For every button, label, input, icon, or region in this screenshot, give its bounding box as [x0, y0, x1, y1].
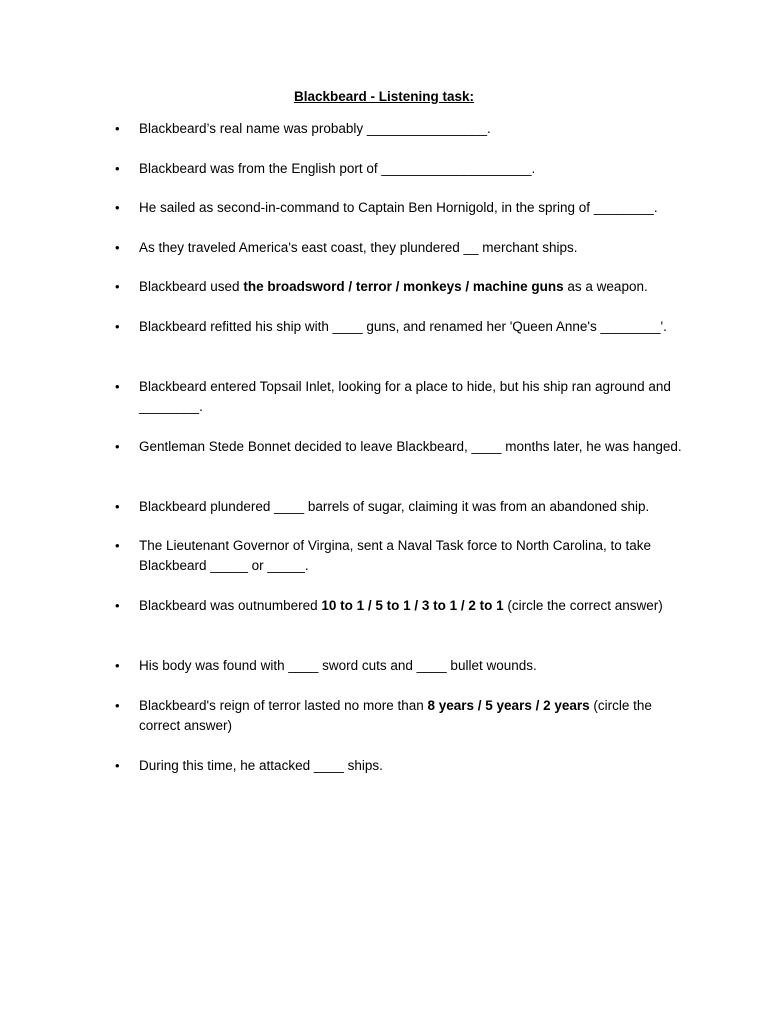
list-item: [115, 277, 684, 297]
bullet-icon: •: [115, 121, 120, 136]
item-text: The Lieutenant Governor of Virgina, sent a Naval Task force to North Carolina, to take Blackbeard _____ or _____.: [139, 538, 652, 573]
list-item: [115, 238, 684, 258]
list-item: [115, 159, 684, 179]
item-text: Blackbeard refitted his ship with ____ guns, and renamed her 'Queen Anne's ________'.: [139, 319, 667, 334]
list-item: [115, 437, 684, 457]
item-text: Blackbeard used: [139, 279, 244, 294]
list-item: [115, 497, 684, 517]
item-text: During this time, he attacked ____ ships.: [139, 758, 383, 773]
bullet-icon: •: [115, 240, 120, 255]
bullet-icon: •: [115, 279, 120, 294]
item-text: His body was found with ____ sword cuts and ____ bullet wounds.: [139, 658, 537, 673]
page-title: Blackbeard - Listening task:: [293, 89, 475, 104]
answer-options: the broadsword / terror / monkeys / machine guns: [243, 279, 564, 294]
item-text: (circle the correct answer): [503, 598, 663, 613]
item-text: Blackbeard entered Topsail Inlet, looking for a place to hide, but his ship ran aground and ________.: [139, 379, 671, 414]
bullet-icon: •: [115, 319, 120, 334]
list-item: [115, 756, 684, 776]
bullet-icon: •: [115, 379, 120, 394]
item-text: As they traveled America's east coast, they plundered __ merchant ships.: [139, 240, 578, 255]
bullet-icon: •: [115, 658, 120, 673]
bullet-icon: •: [115, 161, 120, 176]
bullet-icon: •: [115, 598, 120, 613]
item-text: Gentleman Stede Bonnet decided to leave Blackbeard, ____ months later, he was hanged.: [139, 439, 682, 454]
bullet-icon: •: [115, 499, 120, 514]
list-item: [115, 377, 684, 417]
item-text: (circle the correct answer): [139, 698, 652, 733]
bullet-icon: •: [115, 200, 120, 215]
item-text: as a weapon.: [563, 279, 648, 294]
bullet-icon: •: [115, 538, 120, 553]
bullet-icon: •: [115, 698, 120, 713]
list-item: [115, 536, 684, 576]
bullet-icon: •: [115, 758, 120, 773]
item-text: He sailed as second-in-command to Captain Ben Hornigold, in the spring of ________.: [139, 200, 658, 215]
list-item: [115, 696, 684, 736]
item-text: Blackbeard was from the English port of ____________________.: [139, 161, 536, 176]
bullet-icon: •: [115, 439, 120, 454]
item-text: Blackbeard's reign of terror lasted no more than: [139, 698, 428, 713]
list-item: [115, 198, 684, 218]
item-text: Blackbeard’s real name was probably ________________.: [139, 121, 491, 136]
list-item: [115, 317, 684, 337]
list-item: [115, 656, 684, 676]
list-item: [115, 596, 684, 616]
list-item: [115, 119, 684, 139]
item-text: Blackbeard plundered ____ barrels of sugar, claiming it was from an abandoned ship.: [139, 499, 650, 514]
answer-options: 8 years / 5 years / 2 years: [427, 698, 590, 713]
item-text: Blackbeard was outnumbered: [139, 598, 322, 613]
answer-options: 10 to 1 / 5 to 1 / 3 to 1 / 2 to 1: [321, 598, 504, 613]
